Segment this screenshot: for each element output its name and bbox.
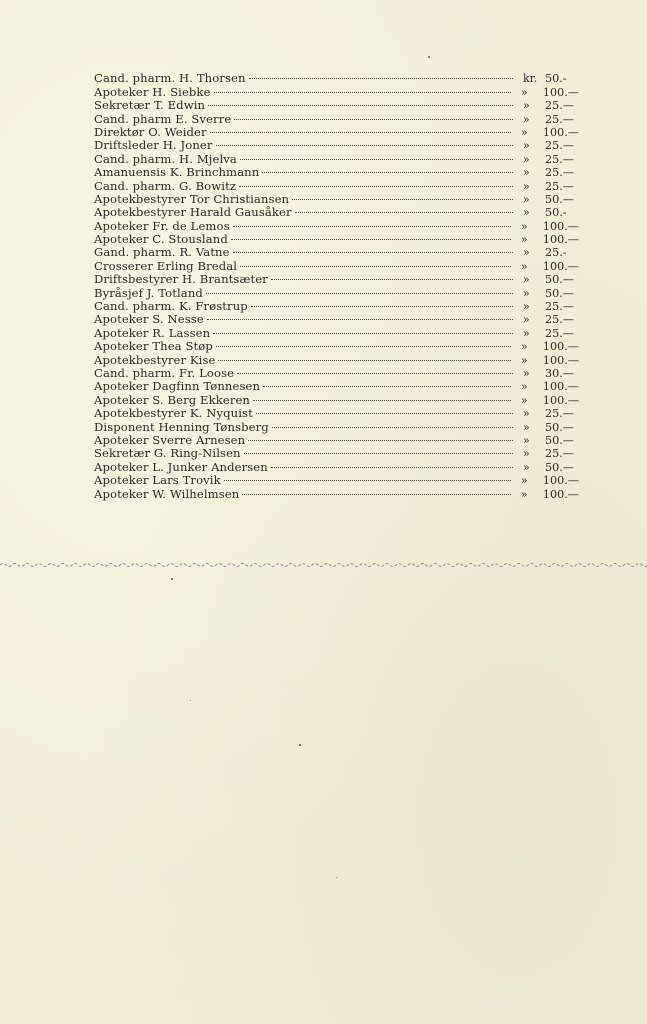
donor-name: Apoteker Dagfinn Tønnesen — [94, 379, 261, 394]
donation-amount: 50.— — [545, 420, 574, 434]
donation-amount: 100.— — [542, 353, 579, 367]
dot-leader — [271, 270, 513, 283]
paper-speck — [299, 744, 301, 746]
currency-marker: » — [520, 233, 528, 247]
dot-leader — [253, 390, 511, 403]
currency-marker: » — [523, 152, 530, 166]
donation-row — [94, 457, 579, 474]
dot-leader — [216, 136, 513, 149]
donation-amount: 50.- — [545, 206, 567, 220]
currency-marker: » — [523, 112, 530, 126]
donor-name: Apotekbestyrer Tor Christiansen — [94, 191, 290, 206]
dot-leader — [249, 69, 513, 82]
donation-row — [94, 230, 579, 247]
donor-name: Cand. pharm E. Sverre — [94, 111, 232, 126]
donation-row — [94, 96, 579, 113]
donation-amount: 100.— — [542, 85, 579, 99]
donation-amount: 25.- — [545, 246, 567, 260]
donation-row — [94, 484, 579, 501]
donor-name: Apoteker W. Wilhelmsen — [94, 486, 240, 501]
donation-amount: 25.— — [545, 300, 574, 314]
donation-row — [94, 190, 579, 206]
currency-marker: » — [523, 313, 530, 327]
currency-marker: » — [520, 219, 528, 233]
donor-name: Cand. pharm. K. Frøstrup — [94, 299, 248, 314]
dot-leader — [242, 484, 511, 497]
donation-amount: 100.— — [542, 340, 579, 354]
dot-leader — [239, 176, 513, 189]
donor-name: Apoteker Lars Trovik — [94, 473, 221, 488]
currency-marker: » — [523, 407, 530, 421]
donation-row — [94, 350, 579, 367]
donation-row — [94, 283, 579, 300]
donation-amount: 100.— — [542, 474, 579, 488]
donation-amount: 100.— — [542, 125, 579, 139]
donation-amount: 25.— — [545, 139, 574, 153]
currency-marker: » — [523, 192, 530, 206]
dot-leader — [206, 283, 513, 296]
donor-name: Cand. pharm. H. Thorsen — [94, 71, 246, 86]
donor-name: Apotekbestyrer Kise — [94, 352, 216, 367]
donation-row — [94, 310, 579, 327]
currency-marker: » — [520, 353, 528, 367]
donor-name: Gand. pharm. R. Vatne — [94, 245, 230, 260]
donor-name: Apoteker Thea Støp — [94, 339, 213, 354]
donor-name: Crosserer Erling Bredal — [94, 258, 238, 273]
donation-row — [94, 364, 579, 380]
donation-amount: 100.— — [542, 380, 579, 394]
donation-amount: 25.— — [545, 112, 574, 126]
currency-marker: » — [523, 366, 530, 380]
donor-name: Apoteker Sverre Arnesen — [94, 432, 246, 447]
dot-leader — [272, 417, 513, 430]
dot-leader — [233, 243, 513, 256]
donation-row — [94, 256, 579, 273]
currency-marker: » — [523, 273, 530, 287]
donation-amount: 25.— — [545, 99, 574, 113]
dot-leader — [237, 364, 513, 377]
dot-leader — [248, 431, 513, 444]
donor-name: Apoteker C. Stousland — [94, 232, 228, 247]
dot-leader — [213, 323, 513, 336]
donation-row — [94, 243, 579, 260]
donor-name: Cand. pharm. H. Mjelva — [94, 151, 237, 166]
donor-name: Byråsjef J. Totland — [94, 285, 203, 300]
dot-leader — [231, 230, 511, 243]
dot-leader — [233, 216, 511, 229]
donation-amount: 50.— — [545, 460, 574, 474]
donation-row — [94, 471, 579, 488]
donation-row — [94, 417, 579, 434]
currency-marker: » — [523, 206, 530, 220]
donor-name: Driftsbestyrer H. Brantsæter — [94, 272, 268, 287]
donation-amount: 25.— — [545, 179, 574, 193]
donation-row — [94, 297, 579, 314]
donor-name: Apoteker Fr. de Lemos — [94, 218, 230, 233]
currency-marker: » — [523, 166, 530, 180]
currency-marker: » — [523, 300, 530, 314]
dot-leader — [240, 149, 513, 162]
currency-marker: » — [523, 447, 530, 461]
dot-leader — [218, 350, 510, 363]
donation-amount: 100.— — [542, 393, 579, 407]
donation-amount: 50.- — [545, 72, 567, 86]
dot-leader — [244, 444, 513, 457]
donation-row — [94, 337, 579, 354]
currency-marker: » — [520, 85, 528, 99]
donation-row — [94, 82, 579, 99]
paper-speck — [336, 877, 337, 878]
donation-list — [94, 69, 579, 501]
donation-amount: 25.— — [545, 407, 574, 421]
dot-leader — [240, 256, 511, 269]
donation-amount: 100.— — [542, 487, 579, 501]
donor-name: Cand. pharm. Fr. Loose — [94, 365, 235, 380]
donor-name: Apoteker R. Lassen — [94, 325, 211, 340]
donor-name: Apoteker S. Berg Ekkeren — [94, 392, 250, 407]
perforation-line — [0, 561, 647, 569]
donation-amount: 50.— — [545, 192, 574, 206]
donation-amount: 25.— — [545, 447, 574, 461]
paper-speck — [190, 700, 191, 701]
donation-amount: 100.— — [542, 259, 579, 273]
donation-row — [94, 377, 579, 394]
donation-amount: 50.— — [545, 286, 574, 300]
currency-marker: » — [523, 286, 530, 300]
currency-marker: » — [520, 380, 528, 394]
donation-amount: 30.— — [545, 366, 574, 380]
donation-row — [94, 203, 579, 220]
donation-row — [94, 216, 579, 233]
dot-leader — [271, 457, 513, 470]
currency-marker: » — [520, 340, 528, 354]
donation-row — [94, 163, 579, 180]
donor-name: Apotekbestyrer Harald Gausåker — [94, 205, 292, 220]
dot-leader — [256, 404, 513, 417]
donor-name: Amanuensis K. Brinchmann — [94, 165, 260, 180]
dot-leader — [295, 203, 513, 216]
currency-marker: » — [523, 246, 530, 260]
donation-row — [94, 270, 579, 287]
donor-name: Apoteker S. Nesse — [94, 312, 204, 327]
donation-amount: 50.— — [545, 273, 574, 287]
dot-leader — [292, 190, 513, 203]
dot-leader — [214, 82, 511, 95]
donation-amount: 25.— — [545, 313, 574, 327]
dot-leader — [262, 163, 513, 176]
dot-leader — [251, 297, 513, 310]
currency-marker: » — [520, 125, 528, 139]
currency-marker: » — [520, 393, 528, 407]
donor-name: Disponent Henning Tønsberg — [94, 419, 269, 434]
paper-speck — [171, 578, 173, 580]
donation-row — [94, 109, 579, 126]
currency-marker: » — [523, 460, 530, 474]
fold-perforation — [0, 561, 647, 569]
dot-leader — [224, 471, 511, 484]
dot-leader — [216, 337, 511, 350]
donor-name: Driftsleder H. Joner — [94, 138, 213, 153]
donor-name: Apotekbestyrer K. Nyquist — [94, 406, 253, 421]
dot-leader — [207, 310, 513, 323]
currency-marker: » — [523, 179, 530, 193]
donation-row — [94, 404, 579, 421]
currency-marker: » — [523, 420, 530, 434]
donation-row — [94, 149, 579, 166]
donation-amount: 25.— — [545, 152, 574, 166]
currency-marker: » — [520, 487, 528, 501]
donation-row — [94, 323, 579, 340]
donation-amount: 25.— — [545, 326, 574, 340]
currency-marker: » — [523, 139, 530, 153]
currency-marker: » — [523, 326, 530, 340]
dot-leader — [210, 123, 511, 136]
currency-marker: » — [523, 433, 530, 447]
donation-amount: 100.— — [542, 233, 579, 247]
donation-amount: 25.— — [545, 166, 574, 180]
donor-name: Sekretær G. Ring-Nilsen — [94, 446, 241, 461]
donor-name: Sekretær T. Edwin — [94, 98, 206, 113]
donation-row — [94, 123, 579, 139]
donation-row — [94, 444, 579, 461]
donation-row — [94, 69, 579, 86]
donation-row — [94, 176, 579, 193]
donor-name: Apoteker L. Junker Andersen — [94, 459, 268, 474]
paper-speck — [428, 56, 430, 58]
donation-row — [94, 390, 579, 407]
currency-marker: » — [523, 99, 530, 113]
donor-name: Cand. pharm. G. Bowitz — [94, 178, 237, 193]
currency-marker: » — [520, 474, 528, 488]
donation-row — [94, 431, 579, 447]
currency-marker: » — [520, 259, 528, 273]
donation-amount: 100.— — [542, 219, 579, 233]
donor-name: Direktør O. Weider — [94, 124, 207, 139]
currency-marker: kr. — [523, 72, 538, 86]
dot-leader — [208, 96, 513, 109]
donation-amount: 50.— — [545, 433, 574, 447]
donation-row — [94, 136, 579, 153]
dot-leader — [263, 377, 511, 390]
donor-name: Apoteker H. Siebke — [94, 84, 211, 99]
dot-leader — [234, 109, 513, 122]
